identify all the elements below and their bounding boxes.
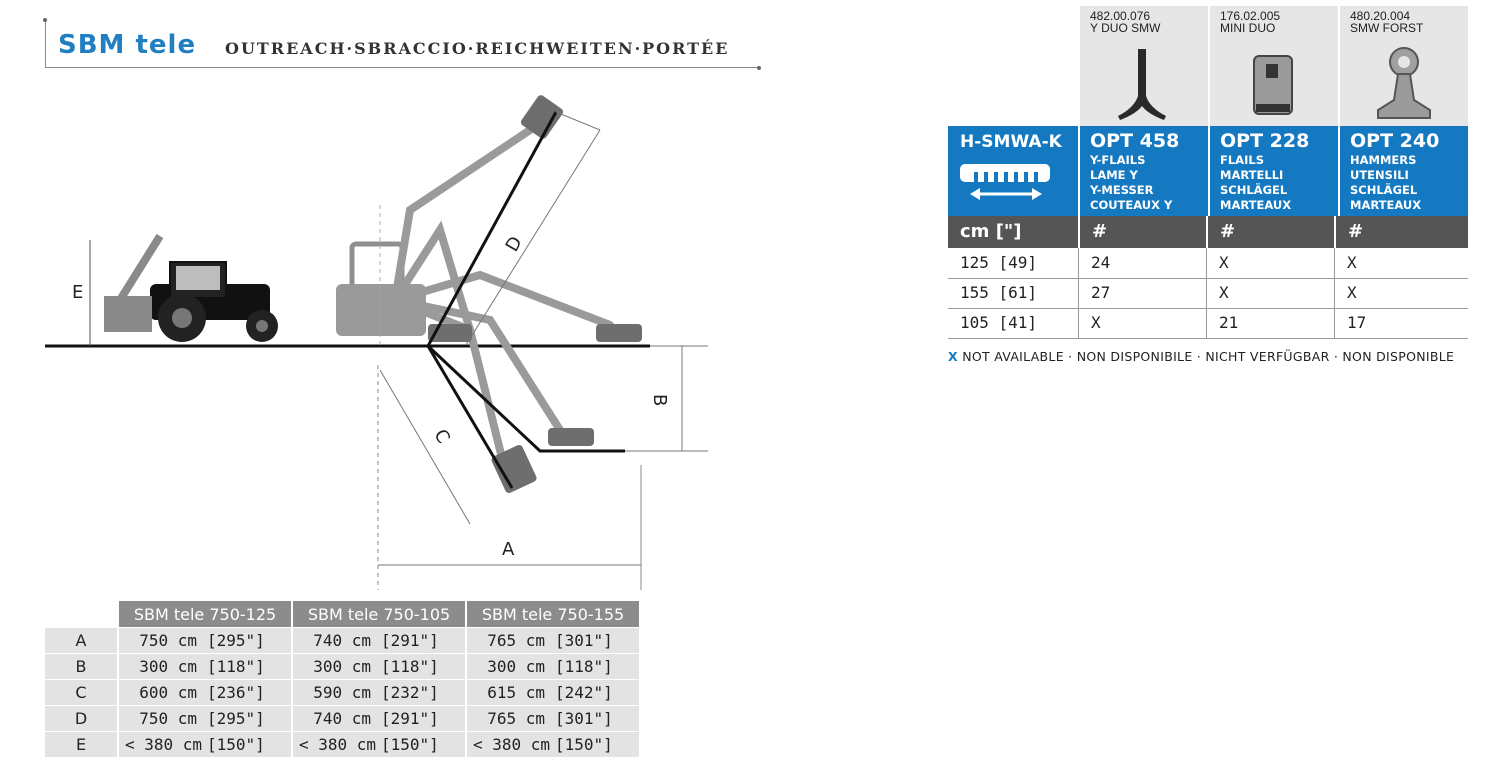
table-cell <box>117 653 291 679</box>
option-name: OPT 240 <box>1350 130 1440 152</box>
value-inch: [291"] <box>381 631 439 650</box>
value-inch: [118"] <box>381 657 439 676</box>
hammer-icon <box>1370 44 1440 124</box>
tractor-transport-icon <box>104 236 278 342</box>
row-label: E <box>45 731 117 757</box>
option-cell <box>1078 126 1208 216</box>
outreach-diagram <box>0 0 760 600</box>
part-code: 176.02.005 <box>1220 9 1281 23</box>
table-cell <box>465 731 639 757</box>
table-corner <box>45 601 117 627</box>
dimension-e-label: E <box>72 282 84 303</box>
rotor-width-icon <box>958 160 1054 204</box>
table-cell <box>117 679 291 705</box>
value-inch: [301"] <box>555 709 613 728</box>
unit-header: cm ["] <box>960 221 1022 242</box>
table-row <box>948 278 1468 309</box>
table-row <box>948 308 1468 339</box>
part-name: Y DUO SMW <box>1090 21 1161 35</box>
row-label: B <box>45 653 117 679</box>
value-inch: [150"] <box>555 735 613 754</box>
option-line: COUTEAUX Y <box>1090 198 1173 212</box>
flail-count-cell: 17 <box>1334 308 1462 338</box>
flail-count-cell: 21 <box>1206 308 1334 338</box>
rotor-width-cell: 155 [61] <box>960 283 1038 302</box>
flail-count-cell: 27 <box>1078 278 1206 308</box>
table-cell <box>465 653 639 679</box>
value-inch: [236"] <box>207 683 265 702</box>
option-line: MARTEAUX <box>1350 198 1422 212</box>
value-cm: 765 cm <box>487 631 545 650</box>
flail-count-cell: X <box>1334 248 1462 278</box>
value-inch: [291"] <box>381 709 439 728</box>
rotor-width-cell: 105 [41] <box>960 313 1038 332</box>
y-flail-icon <box>1110 44 1180 124</box>
option-line: MARTEAUX <box>1220 198 1292 212</box>
table-row <box>948 248 1468 279</box>
option-cell <box>1338 126 1468 216</box>
value-cm: 740 cm <box>313 709 371 728</box>
value-cm: 600 cm <box>139 683 197 702</box>
part-code: 482.00.076 <box>1090 9 1151 23</box>
flail-image-cell <box>1078 6 1208 126</box>
dimension-c-label: C <box>429 425 454 448</box>
value-inch: [118"] <box>207 657 265 676</box>
table-cell <box>465 627 639 653</box>
value-inch: [232"] <box>381 683 439 702</box>
table-row <box>45 679 639 705</box>
value-cm: < 380 cm <box>125 735 203 754</box>
option-name: OPT 228 <box>1220 130 1310 152</box>
column-header: SBM tele 750-105 <box>291 601 465 627</box>
option-line: Y-MESSER <box>1090 183 1154 197</box>
option-line: MARTELLI <box>1220 168 1284 182</box>
column-header: SBM tele 750-125 <box>117 601 291 627</box>
option-line: SCHLÄGEL <box>1350 183 1418 197</box>
value-inch: [150"] <box>207 735 265 754</box>
row-label: A <box>45 627 117 653</box>
flail-count-cell: 24 <box>1078 248 1206 278</box>
count-header: # <box>1206 216 1334 248</box>
table-cell <box>291 731 465 757</box>
dimension-d-label: D <box>501 232 527 256</box>
option-line: HAMMERS <box>1350 153 1417 167</box>
value-cm: 740 cm <box>313 631 371 650</box>
row-label: D <box>45 705 117 731</box>
option-line: SCHLÄGEL <box>1220 183 1288 197</box>
page-title: SBM tele <box>58 30 197 60</box>
value-cm: 300 cm <box>487 657 545 676</box>
value-inch: [242"] <box>555 683 613 702</box>
value-cm: < 380 cm <box>299 735 377 754</box>
table-cell <box>465 679 639 705</box>
part-name: MINI DUO <box>1220 21 1276 35</box>
value-inch: [150"] <box>381 735 439 754</box>
option-line: UTENSILI <box>1350 168 1409 182</box>
value-inch: [118"] <box>555 657 613 676</box>
flail-count-cell: X <box>1078 308 1206 338</box>
value-cm: 750 cm <box>139 631 197 650</box>
rotor-width-cell: 125 [49] <box>960 253 1038 272</box>
part-code: 480.20.004 <box>1350 9 1411 23</box>
outreach-table <box>45 601 639 757</box>
option-line: FLAILS <box>1220 153 1264 167</box>
count-header: # <box>1078 216 1206 248</box>
column-header: SBM tele 750-155 <box>465 601 639 627</box>
value-cm: 300 cm <box>139 657 197 676</box>
flail-block-icon <box>1240 44 1310 124</box>
value-inch: [295"] <box>207 709 265 728</box>
row-label: C <box>45 679 117 705</box>
option-line: LAME Y <box>1090 168 1138 182</box>
table-cell <box>117 705 291 731</box>
value-cm: 750 cm <box>139 709 197 728</box>
flail-image-cell <box>1208 6 1338 126</box>
value-cm: 615 cm <box>487 683 545 702</box>
table-cell <box>117 627 291 653</box>
page-subtitle: OUTREACH·SBRACCIO·REICHWEITEN·PORTÉE <box>225 39 730 58</box>
table-cell <box>291 679 465 705</box>
value-cm: 590 cm <box>313 683 371 702</box>
dimension-a-label: A <box>502 539 515 560</box>
part-name: SMW FORST <box>1350 21 1424 35</box>
flail-count-cell: X <box>1206 278 1334 308</box>
table-cell <box>291 705 465 731</box>
dimension-b-label: B <box>649 394 670 407</box>
not-available-marker: X <box>948 349 958 364</box>
option-line: Y-FLAILS <box>1090 153 1146 167</box>
availability-note <box>948 349 1454 364</box>
value-inch: [301"] <box>555 631 613 650</box>
value-cm: 765 cm <box>487 709 545 728</box>
table-cell <box>465 705 639 731</box>
flail-image-cell <box>1338 6 1468 126</box>
flail-count-cell: X <box>1206 248 1334 278</box>
table-cell <box>117 731 291 757</box>
value-cm: 300 cm <box>313 657 371 676</box>
flail-image-row <box>1078 6 1468 126</box>
option-cell <box>1208 126 1338 216</box>
table-row <box>45 653 639 679</box>
table-row <box>45 731 639 757</box>
table-cell <box>291 653 465 679</box>
flail-option-header <box>948 126 1468 216</box>
flail-count-cell: X <box>1334 278 1462 308</box>
option-name: OPT 458 <box>1090 130 1180 152</box>
value-inch: [295"] <box>207 631 265 650</box>
not-available-text: NOT AVAILABLE · NON DISPONIBILE · NICHT VERFÜGBAR · NON DISPONIBLE <box>962 349 1455 364</box>
value-cm: < 380 cm <box>473 735 551 754</box>
flail-unit-header <box>948 216 1468 248</box>
model-cell <box>948 126 1078 216</box>
table-cell <box>291 627 465 653</box>
table-row <box>45 705 639 731</box>
table-row <box>45 627 639 653</box>
count-header: # <box>1334 216 1462 248</box>
model-name: H-SMWA-K <box>960 132 1062 152</box>
